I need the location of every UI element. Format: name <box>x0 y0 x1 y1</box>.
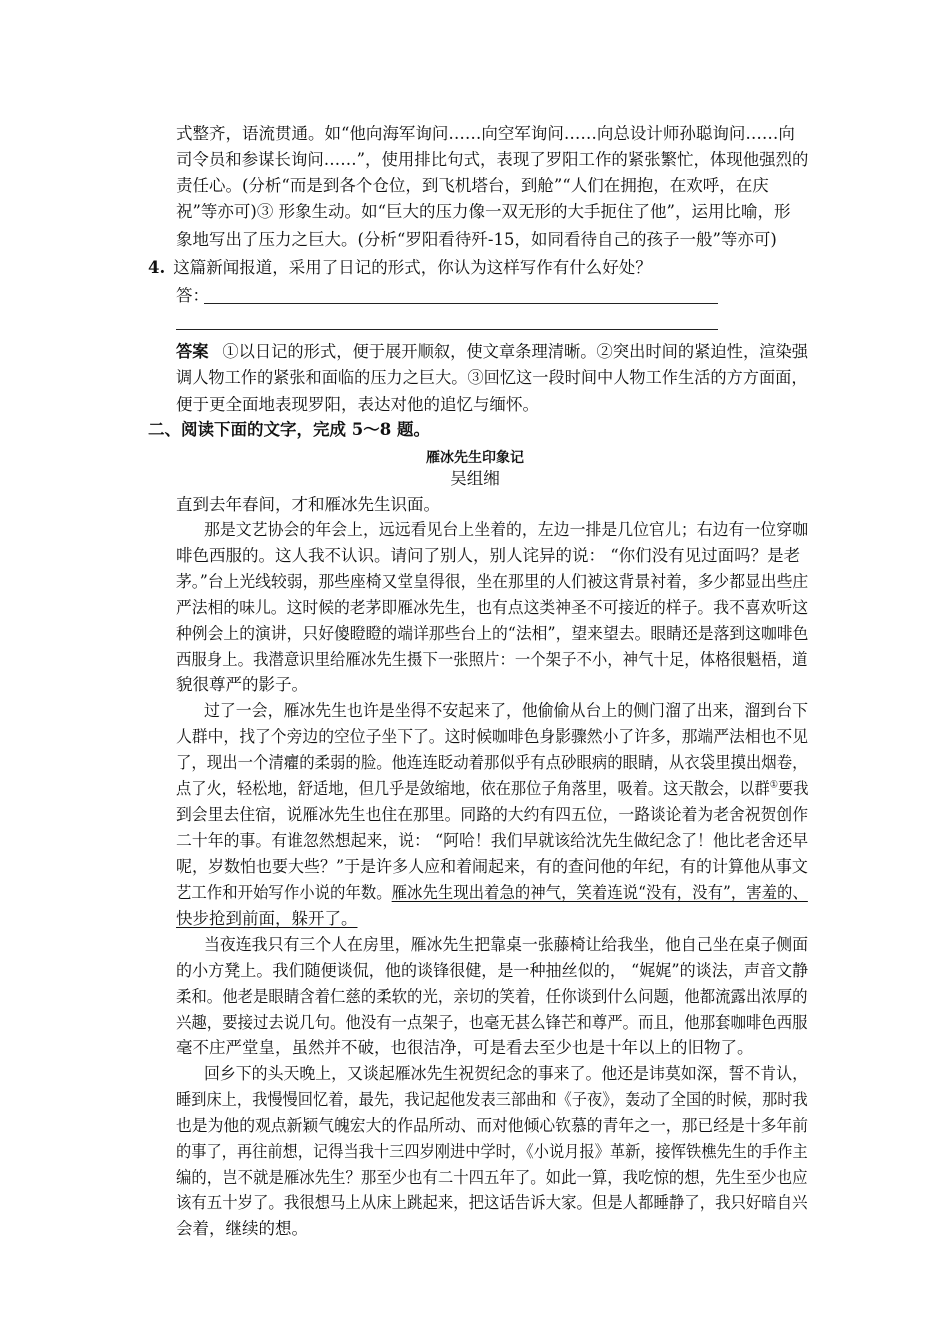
answer-4-line <box>176 342 808 362</box>
paragraph-line: 呢，岁数怕也要大些？”于是许多人应和着闹起来，有的查问他的年纪，有的计算他从事文 <box>176 857 808 876</box>
paragraph-line <box>176 779 808 799</box>
paragraph-line: 了，现出一个清癯的柔弱的脸。他连连眨动着那似乎有点砂眼病的眼睛，从衣袋里摸出烟卷， <box>176 753 808 772</box>
article-author: 吴组缃 <box>450 469 500 488</box>
paragraph-line: 到会里去住宿，说雁冰先生也住在那里。同路的大约有四五位，一路谈论着为老舍祝贺创作 <box>176 805 809 824</box>
paragraph-line <box>176 883 808 903</box>
paragraph-line: 编的，岂不就是雁冰先生？那至少也有二十四五年了。如此一算，我吃惊的想，先生至少也应 <box>176 1168 808 1187</box>
answer-prompt: 答： <box>176 286 209 305</box>
answer-4-line: 便于更全面地表现罗阳，表达对他的追忆与缅怀。 <box>176 395 539 414</box>
paragraph-line: 人群中，找了个旁边的空位子坐下了。这时候咖啡色身影骤然小了许多，那端严法相也不见 <box>176 727 809 746</box>
paragraph-line: 严法相的味儿。这时候的老茅即雁冰先生，也有点这类神圣不可接近的样子。我不喜欢听这 <box>176 598 809 617</box>
paragraph-line: 西服身上。我潜意识里给雁冰先生摄下一张照片：一个架子不小，神气十足，体格很魁梧，道 <box>176 650 808 669</box>
section-heading: 二、阅读下面的文字，完成 5～8 题。 <box>148 420 430 439</box>
question-4 <box>148 258 652 278</box>
analysis-line: 祝”等亦可)③ 形象生动。如“巨大的压力像一双无形的大手扼住了他”，运用比喻，形 <box>176 202 791 221</box>
paragraph-line: 啡色西服的。这人我不认识。请问了别人，别人诧异的说： “你们没有见过面吗？是老 <box>176 546 801 565</box>
analysis-line: 司令员和参谋长询问……”，使用排比句式，表现了罗阳工作的紧张繁忙，体现他强烈的 <box>176 150 809 169</box>
answer-label: 答案 <box>176 342 209 361</box>
footnote-marker[interactable]: ① <box>769 779 778 791</box>
answer-text: ①以日记的形式，便于展开顺叙，使文章条理清晰。②突出时间的紧迫性，渲染强 <box>222 342 809 361</box>
question-text: 这篇新闻报道，采用了日记的形式，你认为这样写作有什么好处？ <box>173 258 652 277</box>
question-number: 4. <box>148 258 166 277</box>
analysis-line: 责任心。(分析“而是到各个仓位，到飞机塔台，到舱”“人们在拥抱，在欢呼，在庆 <box>176 176 769 195</box>
paragraph-line: 种例会上的演讲，只好傻瞪瞪的端详那些台上的“法相”，望来望去。眼睛还是落到这咖啡色 <box>176 624 809 643</box>
answer-blank-line[interactable] <box>204 303 718 304</box>
paragraph-line: 柔和。他老是眼睛含着仁慈的柔软的光，亲切的笑着，任你谈到什么问题，他都流露出浓厚的 <box>176 987 808 1006</box>
underlined-sentence: 雁冰先生现出着急的神气，笑着连说“没有，没有”，害羞的、 <box>391 883 808 902</box>
paragraph-line: 当夜连我只有三个人在房里，雁冰先生把靠桌一张藤椅让给我坐，他自己坐在桌子侧面 <box>204 935 808 954</box>
paragraph-text: 要我 <box>777 779 809 798</box>
paragraph-line: 回乡下的头天晚上，又谈起雁冰先生祝贺纪念的事来了。他还是讳莫如深，誓不肯认， <box>204 1064 808 1083</box>
paragraph-line: 直到去年春间，才和雁冰先生识面。 <box>176 495 440 514</box>
answer-4-line: 调人物工作的紧张和面临的压力之巨大。③回忆这一段时间中人物工作生活的方方面面， <box>176 368 808 387</box>
underlined-sentence: 快步抢到前面，躲开了。 <box>176 909 358 928</box>
paragraph-line: 毫不庄严堂皇，虽然并不破，也很洁净，可是看去至少也是十年以上的旧物了。 <box>176 1038 754 1057</box>
paragraph-line: 也是为他的观点新颖气魄宏大的作品所动、而对他倾心钦慕的青年之一，那已经是十多年前 <box>176 1116 809 1135</box>
paragraph-line: 会着，继续的想。 <box>176 1219 308 1238</box>
article-title: 雁冰先生印象记 <box>426 450 524 466</box>
paragraph-line: 的小方凳上。我们随便谈侃，他的谈锋很健，是一种抽丝似的， “娓娓”的谈法，声音文静 <box>176 961 809 980</box>
paragraph-line: 二十年的事。有谁忽然想起来，说： “阿哈！我们早就该给沈先生做纪念了！他比老舍还早 <box>176 831 809 850</box>
analysis-line: 式整齐，语流贯通。如“他向海军询问……向空军询问……向总设计师孙聪询问……向 <box>176 124 795 143</box>
paragraph-text: 点了火，轻松地，舒适地，但几乎是敛缩地，依在那位子角落里，吸着。这天散会，以群 <box>176 779 770 798</box>
paragraph-line: 过了一会，雁冰先生也许是坐得不安起来了，他偷偷从台上的侧门溜了出来，溜到台下 <box>204 701 808 720</box>
paragraph-line: 的事了，再往前想，记得当我十三四岁刚进中学时，《小说月报》革新，接恽铁樵先生的手作主 <box>176 1142 808 1161</box>
answer-blank-line[interactable] <box>176 329 718 330</box>
paragraph-text: 艺工作和开始写作小说的年数。 <box>176 883 392 902</box>
paragraph-line: 睡到床上，我慢慢回忆着，最先，我记起他发表三部曲和《子夜》，轰动了全国的时候，那时我 <box>176 1090 808 1109</box>
analysis-line: 象地写出了压力之巨大。(分析“罗阳看待歼-15，如同看待自己的孩子一般”等亦可) <box>176 230 777 249</box>
paragraph-line: 那是文艺协会的年会上，远远看见台上坐着的，左边一排是几位官儿；右边有一位穿咖 <box>204 520 808 539</box>
paragraph-line: 兴趣，要接过去说几句。他没有一点架子，也毫无甚么锋芒和尊严。而且，他那套咖啡色西服 <box>176 1013 808 1032</box>
paragraph-line: 该有五十岁了。我很想马上从床上跳起来，把这话告诉大家。但是人都睡静了，我只好暗自兴 <box>176 1193 808 1212</box>
paragraph-line: 貌很尊严的影子。 <box>176 675 308 694</box>
paragraph-line: 茅。”台上光线较弱，那些座椅又堂皇得很，坐在那里的人们被这背景衬着，多少都显出些庄 <box>176 572 809 591</box>
